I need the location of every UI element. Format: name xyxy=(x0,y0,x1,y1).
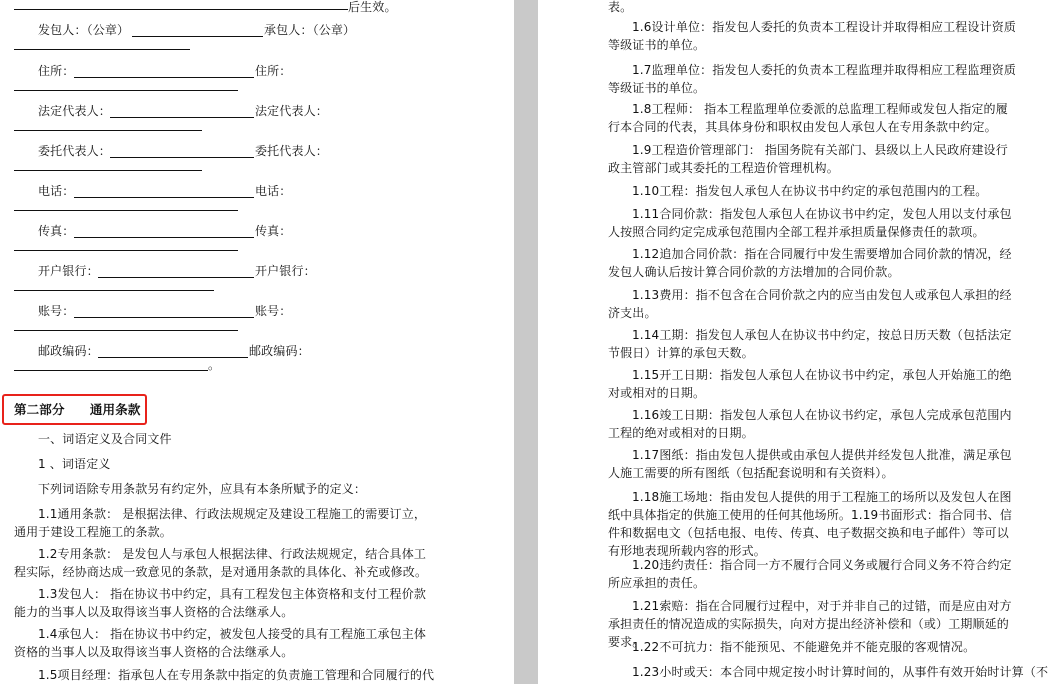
clause-1-13: 1.13费用：指不包含在合同价款之内的应当由发包人或承包人承担的经济支出。 xyxy=(608,288,1012,320)
sign-right-label: 委托代表人： xyxy=(255,144,328,158)
document-page-right xyxy=(538,0,1057,684)
heading-definitions: 1 、词语定义 xyxy=(38,457,111,471)
clause-1-8: 1.8工程师： 指本工程监理单位委派的总监理工程师或发包人指定的履行本合同的代表，其具体身份和职权由发包人承包人在专用条款中约定。 xyxy=(608,102,1008,134)
field-underline xyxy=(14,90,238,91)
field-underline xyxy=(14,290,214,291)
clause-1-7: 1.7监理单位：指发包人委托的负责本工程监理并取得相应工程监理资质等级证书的单位。 xyxy=(608,63,1017,95)
sign-left-label: 发包人：（公章） xyxy=(38,23,130,37)
sign-left-label: 账号： xyxy=(38,304,75,318)
sign-left-label: 法定代表人： xyxy=(38,104,111,118)
field-underline xyxy=(14,250,238,251)
clause-1-12: 1.12追加合同价款：指在合同履行中发生需要增加合同价款的情况，经发包人确认后按计算合同价款的方法增加的合同价款。 xyxy=(608,247,1012,279)
field-underline xyxy=(74,237,254,238)
sign-right-label: 法定代表人： xyxy=(255,104,328,118)
clause-1-16: 1.16竣工日期：指发包人承包人在协议书约定，承包人完成承包范围内工程的绝对或相对的日期。 xyxy=(608,408,1012,440)
field-underline xyxy=(110,157,254,158)
section-title: 第二部分 通用条款 xyxy=(14,402,141,417)
clause-1-10: 1.10工程：指发包人承包人在协议书中约定的承包范围内的工程。 xyxy=(632,184,988,198)
clause-1-9: 1.9工程造价管理部门： 指国务院有关部门、县级以上人民政府建设行政主管部门或其委托的工程造价管理机构。 xyxy=(608,143,1008,175)
field-underline xyxy=(14,49,190,50)
clause-1-18: 1.18施工场地：指由发包人提供的用于工程施工的场所以及发包人在图纸中具体指定的供施工使用的任何其他场所。1.19书面形式：指合同书、信件和数据电文（包括电报、电传、传真、电子数据交换和电子邮件）等可以有形地表现所载内容的形式。 xyxy=(608,490,1012,558)
sign-right-label: 传真： xyxy=(255,224,292,238)
sign-left-label: 住所： xyxy=(38,64,75,78)
sign-right-label: 电话： xyxy=(255,184,292,198)
field-underline xyxy=(14,210,238,211)
postal-period: 。 xyxy=(208,358,221,372)
intro-paragraph: 下列词语除专用条款另有约定外，应具有本条所赋予的定义： xyxy=(38,482,367,496)
sign-left-label: 传真： xyxy=(38,224,75,238)
sign-left-label: 邮政编码： xyxy=(38,344,99,358)
field-underline xyxy=(74,77,254,78)
field-underline xyxy=(14,170,202,171)
clause-1-15: 1.15开工日期：指发包人承包人在协议书中约定，承包人开始施工的绝对或相对的日期。 xyxy=(608,368,1012,400)
clause-1-14: 1.14工期：指发包人承包人在协议书中约定，按总日历天数（包括法定节假日）计算的承包天数。 xyxy=(608,328,1012,360)
sign-right-label: 住所： xyxy=(255,64,292,78)
top-tail-text: 后生效。 xyxy=(348,0,397,14)
field-underline xyxy=(98,277,254,278)
clause-1-21: 1.21索赔：指在合同履行过程中，对于并非自己的过错，而是应由对方承担责任的情况造成的实际损失，向对方提出经济补偿和（或）工期顺延的要求。 xyxy=(608,599,1012,649)
sign-right-label: 开户银行： xyxy=(255,264,316,278)
clause-1-1: 1.1通用条款： 是根据法律、行政法规规定及建设工程施工的需要订立，通用于建设工程施工的条款。 xyxy=(14,507,427,539)
field-underline xyxy=(14,130,202,131)
field-underline xyxy=(132,36,263,37)
clause-1-3: 1.3发包人： 指在协议书中约定，具有工程发包主体资格和支付工程价款能力的当事人以及取得该当事人资格的合法继承人。 xyxy=(14,587,427,619)
clause-1-4: 1.4承包人： 指在协议书中约定，被发包人接受的具有工程施工承包主体资格的当事人以及取得该当事人资格的合法继承人。 xyxy=(14,627,427,659)
clause-1-17: 1.17图纸：指由发包人提供或由承包人提供并经发包人批准，满足承包人施工需要的所有图纸（包括配套说明和有关资料）。 xyxy=(608,448,1012,480)
sign-right-label: 邮政编码： xyxy=(249,344,310,358)
field-underline xyxy=(74,317,254,318)
clause-1-11: 1.11合同价款：指发包人承包人在协议书中约定，发包人用以支付承包人按照合同约定完成承包范围内全部工程并承担质量保修责任的款项。 xyxy=(608,207,1012,239)
clause-1-2: 1.2专用条款： 是发包人与承包人根据法律、行政法规规定，结合具体工程实际，经协商达成一致意见的条款，是对通用条款的具体化、补充或修改。 xyxy=(14,547,428,579)
top-tail-text: 表。 xyxy=(608,0,633,14)
field-underline xyxy=(14,330,238,331)
field-underline xyxy=(74,197,254,198)
clause-1-23: 1.23小时或天：本合同中规定按小时计算时间的，从事件有效开始时计算（不 xyxy=(632,665,1049,679)
sign-right-label: 账号： xyxy=(255,304,292,318)
sign-left-label: 电话： xyxy=(38,184,75,198)
field-underline xyxy=(98,357,248,358)
clause-1-22: 1.22不可抗力：指不能预见、不能避免并不能克服的客观情况。 xyxy=(632,640,976,654)
document-page-left xyxy=(0,0,514,684)
underline-top xyxy=(14,9,348,10)
clause-1-20: 1.20违约责任：指合同一方不履行合同义务或履行合同义务不符合约定所应承担的责任。 xyxy=(608,558,1012,590)
sign-left-label: 开户银行： xyxy=(38,264,99,278)
sign-right-label: 承包人：（公章） xyxy=(264,23,356,37)
field-underline xyxy=(14,370,208,371)
sign-left-label: 委托代表人： xyxy=(38,144,111,158)
clause-1-6: 1.6设计单位：指发包人委托的负责本工程设计并取得相应工程设计资质等级证书的单位。 xyxy=(608,20,1017,52)
field-underline xyxy=(110,117,254,118)
clause-1-5: 1.5项目经理：指承包人在专用条款中指定的负责施工管理和合同履行的代 xyxy=(38,668,435,682)
heading-word-definitions: 一、词语定义及合同文件 xyxy=(38,432,172,446)
